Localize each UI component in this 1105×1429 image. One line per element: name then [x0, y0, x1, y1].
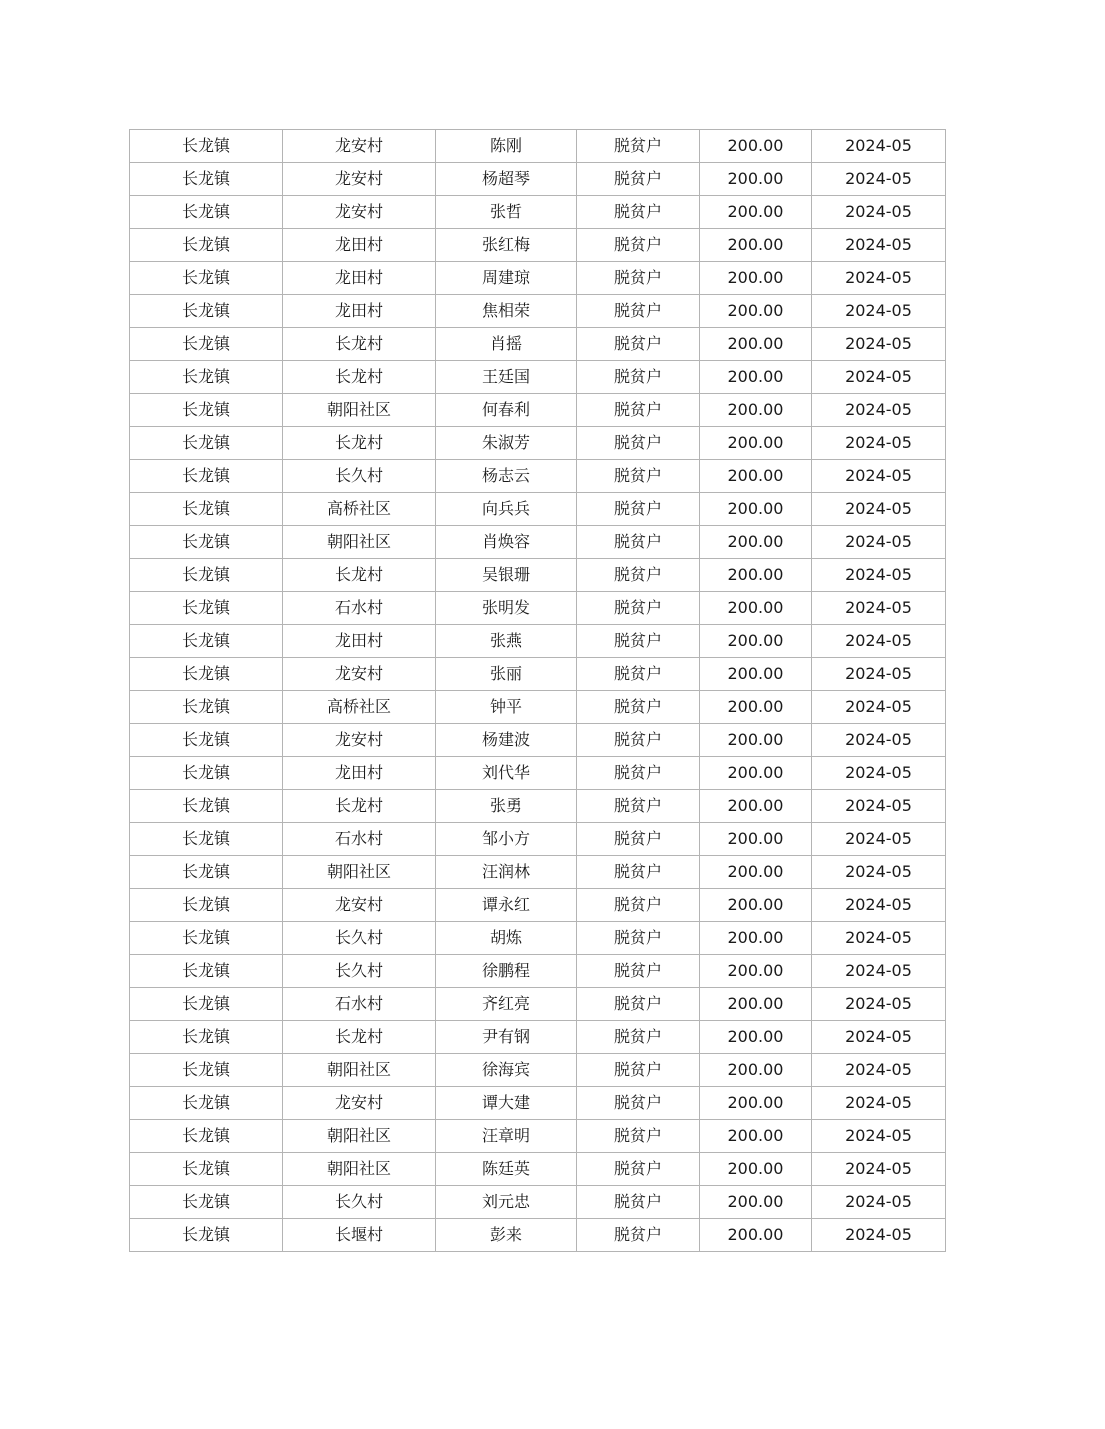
cell-month: 2024-05	[812, 526, 946, 559]
cell-household-type: 脱贫户	[577, 328, 700, 361]
subsidy-table	[129, 129, 946, 1252]
cell-month: 2024-05	[812, 625, 946, 658]
cell-amount: 200.00	[700, 658, 812, 691]
cell-amount: 200.00	[700, 526, 812, 559]
cell-month: 2024-05	[812, 295, 946, 328]
cell-town: 长龙镇	[130, 889, 283, 922]
cell-month: 2024-05	[812, 229, 946, 262]
cell-household-type: 脱贫户	[577, 1186, 700, 1219]
cell-household-type: 脱贫户	[577, 823, 700, 856]
cell-town: 长龙镇	[130, 295, 283, 328]
cell-month: 2024-05	[812, 658, 946, 691]
cell-name: 陈刚	[436, 130, 577, 163]
cell-village: 龙田村	[283, 757, 436, 790]
cell-amount: 200.00	[700, 1186, 812, 1219]
cell-household-type: 脱贫户	[577, 493, 700, 526]
table-row	[130, 1186, 946, 1219]
cell-name: 张哲	[436, 196, 577, 229]
cell-household-type: 脱贫户	[577, 1021, 700, 1054]
cell-month: 2024-05	[812, 559, 946, 592]
table-row	[130, 1087, 946, 1120]
cell-amount: 200.00	[700, 394, 812, 427]
cell-household-type: 脱贫户	[577, 526, 700, 559]
cell-amount: 200.00	[700, 328, 812, 361]
cell-name: 钟平	[436, 691, 577, 724]
cell-household-type: 脱贫户	[577, 658, 700, 691]
table-row	[130, 130, 946, 163]
cell-name: 张明发	[436, 592, 577, 625]
cell-town: 长龙镇	[130, 427, 283, 460]
cell-month: 2024-05	[812, 163, 946, 196]
cell-name: 徐海宾	[436, 1054, 577, 1087]
cell-household-type: 脱贫户	[577, 130, 700, 163]
cell-town: 长龙镇	[130, 988, 283, 1021]
cell-household-type: 脱贫户	[577, 889, 700, 922]
cell-month: 2024-05	[812, 1219, 946, 1252]
cell-town: 长龙镇	[130, 361, 283, 394]
cell-town: 长龙镇	[130, 130, 283, 163]
cell-household-type: 脱贫户	[577, 1054, 700, 1087]
cell-town: 长龙镇	[130, 790, 283, 823]
table-row	[130, 493, 946, 526]
cell-name: 尹有钢	[436, 1021, 577, 1054]
cell-household-type: 脱贫户	[577, 691, 700, 724]
table-row	[130, 988, 946, 1021]
table-row	[130, 1219, 946, 1252]
cell-amount: 200.00	[700, 1120, 812, 1153]
cell-name: 张勇	[436, 790, 577, 823]
table-row	[130, 1054, 946, 1087]
cell-village: 龙安村	[283, 163, 436, 196]
cell-village: 龙安村	[283, 724, 436, 757]
cell-month: 2024-05	[812, 922, 946, 955]
cell-household-type: 脱贫户	[577, 1087, 700, 1120]
table-body	[130, 130, 946, 1252]
cell-town: 长龙镇	[130, 1153, 283, 1186]
cell-household-type: 脱贫户	[577, 988, 700, 1021]
table-row	[130, 559, 946, 592]
cell-village: 长龙村	[283, 427, 436, 460]
cell-name: 胡炼	[436, 922, 577, 955]
table-row	[130, 856, 946, 889]
table-row	[130, 625, 946, 658]
cell-month: 2024-05	[812, 361, 946, 394]
cell-amount: 200.00	[700, 295, 812, 328]
cell-amount: 200.00	[700, 724, 812, 757]
table-row	[130, 955, 946, 988]
cell-amount: 200.00	[700, 856, 812, 889]
table-row	[130, 1153, 946, 1186]
cell-household-type: 脱贫户	[577, 1120, 700, 1153]
cell-month: 2024-05	[812, 823, 946, 856]
table-row	[130, 163, 946, 196]
cell-village: 长久村	[283, 922, 436, 955]
cell-name: 向兵兵	[436, 493, 577, 526]
cell-village: 长堰村	[283, 1219, 436, 1252]
cell-town: 长龙镇	[130, 163, 283, 196]
cell-village: 朝阳社区	[283, 526, 436, 559]
cell-town: 长龙镇	[130, 229, 283, 262]
cell-month: 2024-05	[812, 493, 946, 526]
cell-name: 张燕	[436, 625, 577, 658]
cell-village: 长龙村	[283, 790, 436, 823]
cell-name: 朱淑芳	[436, 427, 577, 460]
cell-town: 长龙镇	[130, 1120, 283, 1153]
cell-village: 龙田村	[283, 229, 436, 262]
cell-name: 徐鹏程	[436, 955, 577, 988]
cell-name: 彭来	[436, 1219, 577, 1252]
cell-month: 2024-05	[812, 394, 946, 427]
cell-town: 长龙镇	[130, 460, 283, 493]
cell-amount: 200.00	[700, 988, 812, 1021]
cell-name: 杨建波	[436, 724, 577, 757]
table-row	[130, 790, 946, 823]
cell-household-type: 脱贫户	[577, 922, 700, 955]
cell-village: 龙安村	[283, 889, 436, 922]
cell-month: 2024-05	[812, 955, 946, 988]
cell-village: 长龙村	[283, 559, 436, 592]
cell-month: 2024-05	[812, 856, 946, 889]
cell-household-type: 脱贫户	[577, 559, 700, 592]
cell-amount: 200.00	[700, 163, 812, 196]
cell-name: 汪章明	[436, 1120, 577, 1153]
cell-amount: 200.00	[700, 889, 812, 922]
cell-amount: 200.00	[700, 1054, 812, 1087]
cell-name: 吴银珊	[436, 559, 577, 592]
cell-town: 长龙镇	[130, 394, 283, 427]
cell-amount: 200.00	[700, 559, 812, 592]
cell-name: 齐红亮	[436, 988, 577, 1021]
cell-month: 2024-05	[812, 130, 946, 163]
cell-village: 朝阳社区	[283, 1153, 436, 1186]
cell-name: 谭永红	[436, 889, 577, 922]
cell-name: 汪润林	[436, 856, 577, 889]
cell-town: 长龙镇	[130, 955, 283, 988]
cell-household-type: 脱贫户	[577, 592, 700, 625]
cell-household-type: 脱贫户	[577, 427, 700, 460]
cell-household-type: 脱贫户	[577, 955, 700, 988]
cell-amount: 200.00	[700, 361, 812, 394]
cell-household-type: 脱贫户	[577, 361, 700, 394]
cell-name: 肖焕容	[436, 526, 577, 559]
table-row	[130, 889, 946, 922]
cell-village: 朝阳社区	[283, 1054, 436, 1087]
cell-amount: 200.00	[700, 196, 812, 229]
cell-amount: 200.00	[700, 460, 812, 493]
cell-month: 2024-05	[812, 1021, 946, 1054]
table-row	[130, 328, 946, 361]
cell-amount: 200.00	[700, 262, 812, 295]
cell-village: 长久村	[283, 955, 436, 988]
cell-household-type: 脱贫户	[577, 724, 700, 757]
cell-village: 长久村	[283, 460, 436, 493]
cell-amount: 200.00	[700, 922, 812, 955]
cell-month: 2024-05	[812, 592, 946, 625]
table-row	[130, 922, 946, 955]
cell-town: 长龙镇	[130, 1219, 283, 1252]
cell-household-type: 脱贫户	[577, 625, 700, 658]
cell-village: 长龙村	[283, 328, 436, 361]
cell-amount: 200.00	[700, 493, 812, 526]
cell-name: 刘元忠	[436, 1186, 577, 1219]
table-row	[130, 394, 946, 427]
cell-town: 长龙镇	[130, 724, 283, 757]
cell-name: 何春利	[436, 394, 577, 427]
cell-town: 长龙镇	[130, 1021, 283, 1054]
table-row	[130, 526, 946, 559]
cell-village: 石水村	[283, 988, 436, 1021]
table-row	[130, 262, 946, 295]
table-row	[130, 460, 946, 493]
cell-village: 龙安村	[283, 658, 436, 691]
table-row	[130, 1120, 946, 1153]
cell-month: 2024-05	[812, 1120, 946, 1153]
cell-village: 高桥社区	[283, 493, 436, 526]
cell-village: 朝阳社区	[283, 394, 436, 427]
cell-household-type: 脱贫户	[577, 394, 700, 427]
cell-household-type: 脱贫户	[577, 1219, 700, 1252]
cell-month: 2024-05	[812, 196, 946, 229]
cell-village: 石水村	[283, 823, 436, 856]
cell-village: 石水村	[283, 592, 436, 625]
cell-household-type: 脱贫户	[577, 790, 700, 823]
cell-town: 长龙镇	[130, 823, 283, 856]
table-row	[130, 229, 946, 262]
cell-amount: 200.00	[700, 757, 812, 790]
cell-name: 肖摇	[436, 328, 577, 361]
cell-amount: 200.00	[700, 691, 812, 724]
cell-town: 长龙镇	[130, 691, 283, 724]
cell-month: 2024-05	[812, 691, 946, 724]
cell-town: 长龙镇	[130, 856, 283, 889]
cell-amount: 200.00	[700, 427, 812, 460]
cell-month: 2024-05	[812, 1087, 946, 1120]
cell-name: 杨志云	[436, 460, 577, 493]
cell-amount: 200.00	[700, 1021, 812, 1054]
cell-household-type: 脱贫户	[577, 229, 700, 262]
cell-name: 周建琼	[436, 262, 577, 295]
cell-amount: 200.00	[700, 1219, 812, 1252]
cell-name: 张红梅	[436, 229, 577, 262]
cell-name: 焦相荣	[436, 295, 577, 328]
cell-village: 高桥社区	[283, 691, 436, 724]
table-row	[130, 658, 946, 691]
cell-village: 龙田村	[283, 295, 436, 328]
table-row	[130, 361, 946, 394]
cell-town: 长龙镇	[130, 526, 283, 559]
cell-household-type: 脱贫户	[577, 856, 700, 889]
cell-village: 龙田村	[283, 625, 436, 658]
table-row	[130, 757, 946, 790]
cell-month: 2024-05	[812, 988, 946, 1021]
cell-village: 龙安村	[283, 130, 436, 163]
cell-household-type: 脱贫户	[577, 196, 700, 229]
cell-month: 2024-05	[812, 757, 946, 790]
cell-household-type: 脱贫户	[577, 460, 700, 493]
cell-name: 谭大建	[436, 1087, 577, 1120]
cell-town: 长龙镇	[130, 1054, 283, 1087]
cell-town: 长龙镇	[130, 1186, 283, 1219]
cell-town: 长龙镇	[130, 328, 283, 361]
cell-town: 长龙镇	[130, 559, 283, 592]
cell-village: 长龙村	[283, 361, 436, 394]
cell-town: 长龙镇	[130, 1087, 283, 1120]
table-row	[130, 823, 946, 856]
cell-household-type: 脱贫户	[577, 295, 700, 328]
cell-month: 2024-05	[812, 790, 946, 823]
table-row	[130, 427, 946, 460]
table-row	[130, 295, 946, 328]
cell-village: 朝阳社区	[283, 1120, 436, 1153]
cell-village: 长久村	[283, 1186, 436, 1219]
cell-village: 长龙村	[283, 1021, 436, 1054]
cell-amount: 200.00	[700, 229, 812, 262]
cell-name: 王廷国	[436, 361, 577, 394]
cell-month: 2024-05	[812, 1054, 946, 1087]
cell-town: 长龙镇	[130, 922, 283, 955]
cell-name: 杨超琴	[436, 163, 577, 196]
cell-name: 陈廷英	[436, 1153, 577, 1186]
cell-amount: 200.00	[700, 823, 812, 856]
cell-household-type: 脱贫户	[577, 757, 700, 790]
cell-name: 刘代华	[436, 757, 577, 790]
cell-town: 长龙镇	[130, 757, 283, 790]
cell-village: 龙安村	[283, 196, 436, 229]
cell-household-type: 脱贫户	[577, 262, 700, 295]
cell-amount: 200.00	[700, 1153, 812, 1186]
table-row	[130, 724, 946, 757]
cell-town: 长龙镇	[130, 493, 283, 526]
cell-household-type: 脱贫户	[577, 1153, 700, 1186]
cell-month: 2024-05	[812, 262, 946, 295]
cell-month: 2024-05	[812, 328, 946, 361]
cell-town: 长龙镇	[130, 196, 283, 229]
cell-amount: 200.00	[700, 625, 812, 658]
cell-month: 2024-05	[812, 427, 946, 460]
cell-amount: 200.00	[700, 790, 812, 823]
table-row	[130, 691, 946, 724]
cell-town: 长龙镇	[130, 262, 283, 295]
table-row	[130, 1021, 946, 1054]
cell-name: 张丽	[436, 658, 577, 691]
cell-amount: 200.00	[700, 592, 812, 625]
cell-month: 2024-05	[812, 1153, 946, 1186]
cell-town: 长龙镇	[130, 592, 283, 625]
cell-village: 龙田村	[283, 262, 436, 295]
cell-month: 2024-05	[812, 1186, 946, 1219]
table-row	[130, 196, 946, 229]
cell-town: 长龙镇	[130, 658, 283, 691]
cell-month: 2024-05	[812, 724, 946, 757]
cell-town: 长龙镇	[130, 625, 283, 658]
cell-amount: 200.00	[700, 1087, 812, 1120]
cell-month: 2024-05	[812, 889, 946, 922]
cell-household-type: 脱贫户	[577, 163, 700, 196]
cell-name: 邹小方	[436, 823, 577, 856]
table-row	[130, 592, 946, 625]
cell-amount: 200.00	[700, 955, 812, 988]
cell-month: 2024-05	[812, 460, 946, 493]
cell-village: 朝阳社区	[283, 856, 436, 889]
cell-village: 龙安村	[283, 1087, 436, 1120]
cell-amount: 200.00	[700, 130, 812, 163]
